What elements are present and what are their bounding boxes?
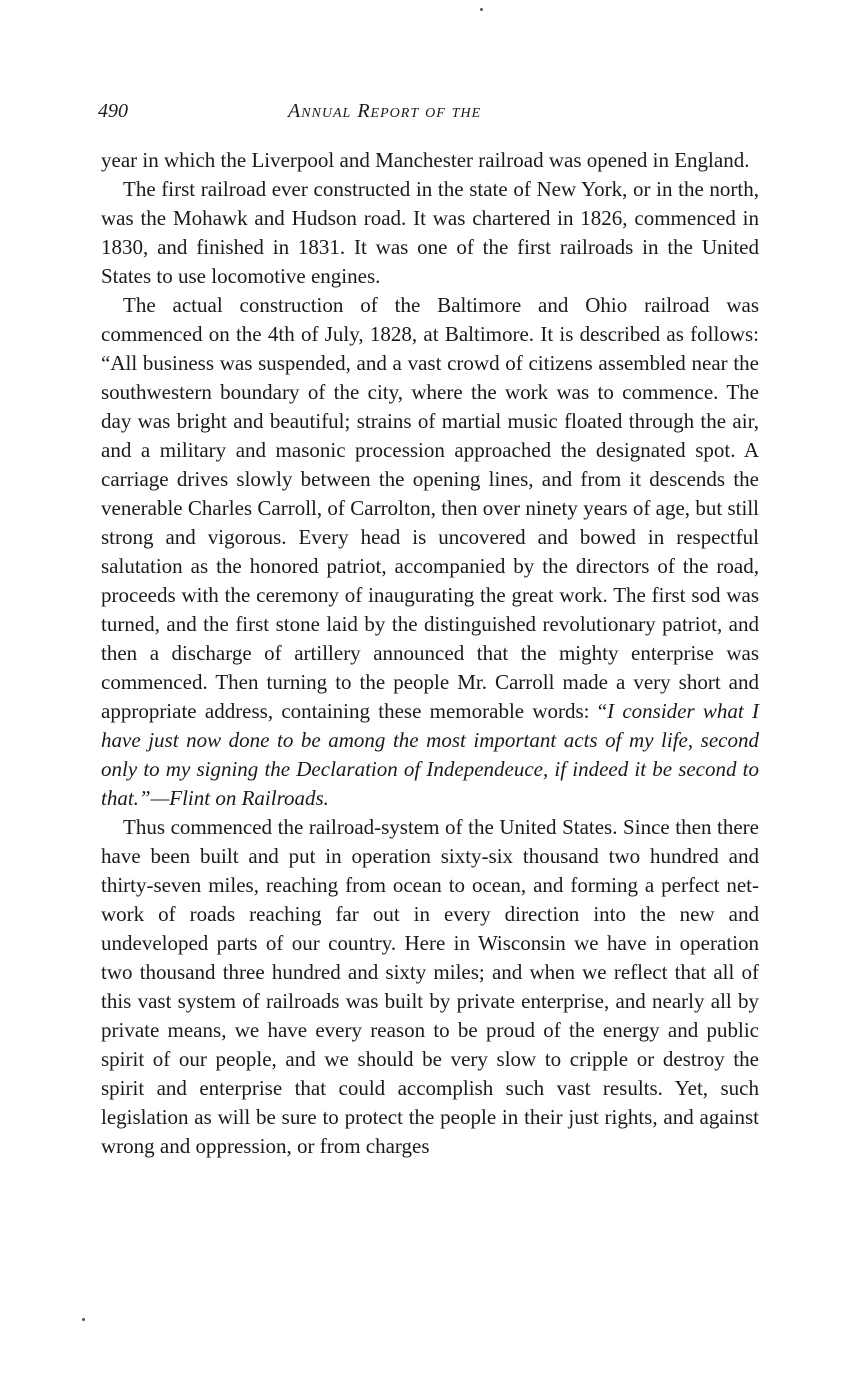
paragraph-baltimore-ohio-text: The actual construction of the Baltimore and Ohio railroad was commenced on the 4th of July, 1828, at Baltimore. It is described as follows: “All business was suspended, and a vast crowd of citizens assembled near the southwestern boundary of the city, where the work was to commence. The day was bright and beautiful; strains of martial music floated through the air, and a military and masonic procession approached the designated spot. A carriage drives slowly between the opening lines, and from it descends the venerable Charles Carroll, of Carrolton, then over ninety years of age, but still strong and vigorous. Every head is uncovered and bowed in respectful salutation as the honored patriot, accompanied by the directors of the road, proceeds with the ceremony of inaugurating the great work. The first sod was turned, and the first stone laid by the distinguished revolutionary patriot, and then a discharge of artillery announced that the mighty enterprise was commenced. Then turning to the people Mr. Carroll made a very short and appropriate address, containing these memorable words: “ [101,293,759,723]
body-text [101,146,759,1161]
scan-speck-bottom [82,1318,85,1321]
paragraph-baltimore-ohio [101,291,759,813]
carroll-quote: I consider what I have just now done to be among the most important acts of my life, second only to my signing the Declaration of Independeuce, if indeed it be second to that.”—Flint on Railroads. [101,699,759,810]
running-title: Annual Report of the [288,100,482,122]
page-number: 490 [98,100,128,122]
running-head [98,100,758,126]
paragraph-new-york-railroad: The first railroad ever constructed in the state of New York, or in the north, was the Mohawk and Hudson road. It was chartered in 1826, commenced in 1830, and finished in 1831. It was one of the first railroads in the United States to use locomotive engines. [101,177,759,288]
scan-speck-top [480,8,483,11]
paragraph-continuation: year in which the Liverpool and Manchester railroad was opened in England. [101,148,750,172]
paragraph-railroad-system: Thus commenced the railroad-system of the United States. Since then there have been built and put in operation sixty-six thousand two hundred and thirty-seven miles, reaching from ocean to ocean, and forming a perfect net-work of roads reaching far out in every direction into the new and undeveloped parts of our country. Here in Wisconsin we have in operation two thousand three hundred and sixty miles; and when we reflect that all of this vast system of railroads was built by private enterprise, and nearly all by private means, we have every reason to be proud of the energy and public spirit of our people, and we should be very slow to cripple or destroy the spirit and enterprise that could accomplish such vast results. Yet, such legislation as will be sure to protect the people in their just rights, and against wrong and oppression, or from charges [101,815,759,1158]
